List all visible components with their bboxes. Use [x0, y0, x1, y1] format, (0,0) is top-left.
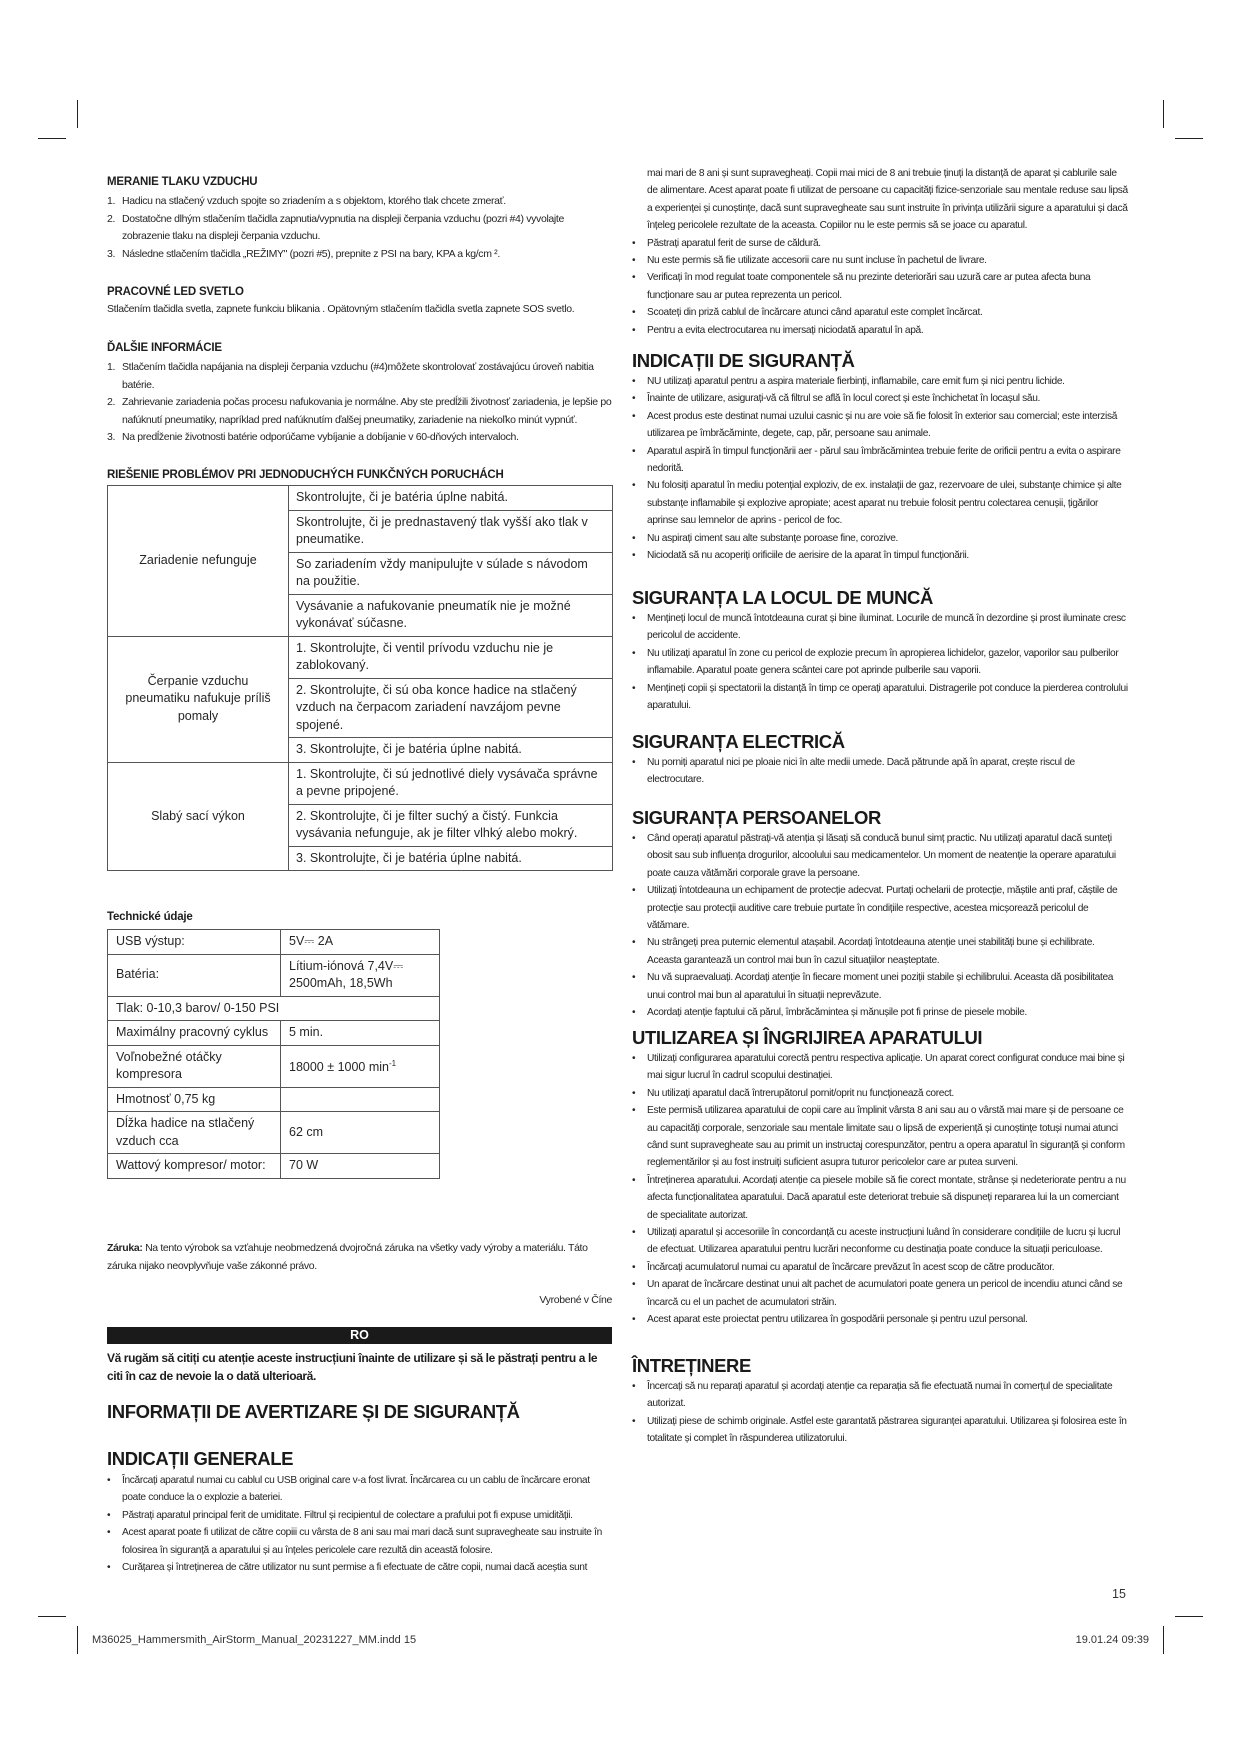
safety-section — [632, 350, 1129, 564]
electric-list — [632, 754, 1129, 789]
led-text: Stlačením tlačidla svetla, zapnete funkciu blikania . Opätovným stlačením tlačidla svetla zapnete SOS svetlo. — [107, 303, 575, 315]
spec-label: USB výstup: — [108, 930, 281, 955]
bullet-item: • Acordați atenție faptului că părul, îmbrăcămintea și mănușile pot fi prinse de piesele mobile. — [632, 1004, 1129, 1021]
warranty-text: Na tento výrobok sa vzťahuje neobmedzená dvojročná záruka na všetky vady výroby a materiálu. Táto záruka nijako neovplyvňuje vaše zákonné právo. — [107, 1242, 588, 1272]
spec-unit-exponent: -1 — [389, 1059, 397, 1069]
measure-section — [107, 175, 612, 263]
spec-value — [281, 930, 440, 955]
item-text: Na predĺženie životnosti batérie odporúčame vybíjanie a dobíjanie v 60-dňových intervaloch. — [122, 431, 519, 444]
item-text: Následne stlačením tlačidla „REŽIMY" (pozri #5), prepnite z PSI na bary, KPA a kg/cm ². — [122, 247, 500, 260]
bullet-item: • Nu strângeți prea puternic elementul atașabil. Acordați întotdeauna atenție unei stabilități bune și echilibrate. Aceasta garantează un control mai bun în cazul situațiilor neașteptate. — [632, 934, 1129, 969]
bullet-item: • Păstrați aparatul ferit de surse de căldură. — [632, 235, 1129, 252]
workplace-title: SIGURANȚA LA LOCUL DE MUNCĂ — [632, 587, 933, 608]
info-section — [107, 341, 612, 447]
electric-section — [632, 731, 1129, 789]
workplace-list — [632, 610, 1129, 714]
symptom-cell: Zariadenie nefunguje — [108, 486, 289, 637]
safety-title: INDICAȚII DE SIGURANȚĂ — [632, 350, 855, 371]
crop-mark — [1163, 1626, 1164, 1654]
table-row — [108, 636, 613, 678]
item-number: 1. — [107, 361, 116, 373]
spec-label: Maximálny pracovný cyklus — [108, 1021, 281, 1046]
numbered-item — [107, 211, 612, 246]
bullet-item: • Acest produs este destinat numai uzului casnic și nu are voie să fie folosit în exterior sau comercial; este interzisă utilizarea pe îmbrăcăminte, degete, cap, păr, persoane sau animale. — [632, 408, 1129, 443]
bullet-item: • Înainte de utilizare, asigurați-vă că filtrul se află în locul corect și este închichetat în locașul său. — [632, 390, 1129, 407]
bullet-item: • Încercați să nu reparați aparatul și acordați atenție ca reparația să fie efectuată numai în comerțul de specialitate autorizat. — [632, 1378, 1129, 1413]
crop-mark — [1163, 100, 1164, 128]
spec-value-text: 70 W — [289, 1158, 319, 1172]
item-number: 1. — [107, 195, 116, 207]
spec-full-cell: Tlak: 0-10,3 barov/ 0-150 PSI — [108, 996, 440, 1021]
general-title: INDICAȚII GENERALE — [107, 1448, 294, 1469]
table-row — [108, 954, 440, 996]
spec-value-text: 18000 ± 1000 min — [289, 1060, 389, 1075]
language-bar-ro: RO — [107, 1327, 612, 1344]
bullet-item: • Nu este permis să fie utilizate accesorii care nu sunt incluse în pachetul de livrare. — [632, 252, 1129, 269]
item-text: Stlačením tlačidla napájania na displeji čerpania vzduchu (#4)môžete skontrolovať zostávajúcu úroveň nabitia batérie. — [122, 361, 594, 391]
numbered-item — [107, 359, 612, 394]
bullet-item: • Mențineți locul de muncă întotdeauna curat și bine iluminat. Locurile de muncă în dezordine și prost iluminate cresc pericolul de accidente. — [632, 610, 1129, 645]
crop-mark — [77, 1626, 78, 1654]
table-row — [108, 996, 440, 1021]
bullet-item: • Întreținerea aparatului. Acordați atenție ca piesele mobile să fie corect montate, strânse și nedeteriorate pentru a nu afecta funcționalitatea aparatului. Dacă aparatul este deteriorat trebuie să dispuneți repararea lui la un comerciant de specialitate autorizat. — [632, 1172, 1129, 1224]
fix-cell: Skontrolujte, či je prednastavený tlak vyšší ako tlak v pneumatike. — [289, 510, 613, 552]
bullet-item: • Nu aspirați ciment sau alte substanțe poroase fine, corozive. — [632, 530, 1129, 547]
page-number: 15 — [1112, 1587, 1126, 1601]
measure-title: MERANIE TLAKU VZDUCHU — [107, 176, 258, 188]
measure-list — [107, 193, 612, 263]
crop-mark — [38, 1616, 66, 1617]
fix-cell: 3. Skontrolujte, či je batéria úplne nabitá. — [289, 846, 613, 871]
spec-label: Batéria: — [108, 954, 281, 996]
bullet-item: • NU utilizați aparatul pentru a aspira materiale fierbinți, inflamabile, care emit fum și nici pentru lichide. — [632, 373, 1129, 390]
bullet-item: • Utilizați întotdeauna un echipament de protecție adecvat. Purtați ochelarii de protecție, măștile anti praf, căștile de protecție sau protecții auditive care trebuie purtate în condițiile respective, acestea micșorează pericolul de vătămare. — [632, 882, 1129, 934]
usage-list — [632, 1050, 1129, 1329]
fix-cell: 2. Skontrolujte, či sú oba konce hadice na stlačený vzduch na čerpacom zariadení navzájom pevne spojené. — [289, 678, 613, 738]
numbered-item — [107, 394, 612, 429]
fix-cell: 1. Skontrolujte, či sú jednotlivé diely vysávača správne a pevne pripojené. — [289, 762, 613, 804]
warranty — [107, 1240, 612, 1275]
item-number: 3. — [107, 247, 116, 260]
item-text: Zahrievanie zariadenia počas procesu nafukovania je normálne. Aby ste predĺžili životnosť zariadenia, je lepšie po nafúknutí pneumatiky, napríklad pred nafúknutím ďalšej pneumatiky, zariadenie na niekoľko minút vypnúť. — [122, 396, 612, 426]
electric-title: SIGURANȚA ELECTRICĂ — [632, 731, 845, 752]
table-row — [108, 762, 613, 804]
bullet-item: • Un aparat de încărcare destinat unui alt pachet de acumulatori poate genera un pericol de incendiu atunci când se încarcă cu el un pachet de acumulatori străin. — [632, 1276, 1129, 1311]
symptom-cell: Čerpanie vzduchu pneumatiku nafukuje príliš pomaly — [108, 636, 289, 762]
continued-section — [632, 165, 1129, 339]
tech-title: Technické údaje — [107, 911, 193, 923]
bullet-item: • Acest aparat este proiectat pentru utilizarea în gospodării personale și pentru uzul personal. — [632, 1311, 1129, 1328]
spec-value — [281, 954, 440, 996]
bullet-item: • Pentru a evita electrocutarea nu imersați niciodată aparatul în apă. — [632, 322, 1129, 339]
bullet-item: • Nu utilizați aparatul în zone cu pericol de explozie precum în apropierea lichidelor, gazelor, vaporilor sau pulberilor inflamabile. Aparatul poate genera scântei care pot aprinde pulberile sau vaporii. — [632, 645, 1129, 680]
numbered-item — [107, 193, 612, 211]
table-row — [108, 1021, 440, 1046]
bullet-item: • Aparatul aspiră în timpul funcționării aer - părul sau îmbrăcămintea trebuie ferite de orificii pentru a evita o aspirare nedorită. — [632, 443, 1129, 478]
bullet-item: • Încărcați acumulatorul numai cu aparatul de încărcare prevăzut în acest scop de către producător. — [632, 1259, 1129, 1276]
bullet-item: • Verificați în mod regulat toate componentele să nu prezinte deteriorări sau uzură care ar putea afecta buna funcționare sau ar putea reprezenta un pericol. — [632, 269, 1129, 304]
spec-value-text: 5V⎓ 2A — [289, 934, 334, 948]
bullet-item: • Utilizați aparatul și accesoriile în concordanță cu aceste instrucțiuni luând în considerare condițiile de lucru și lucrul de efectuat. Utilizarea aparatului pentru lucrări neconforme cu destinația poate conduce la situații periculoase. — [632, 1224, 1129, 1259]
table-row — [108, 1154, 440, 1179]
spec-label: Wattový kompresor/ motor: — [108, 1154, 281, 1179]
crop-mark — [38, 138, 66, 139]
made-in: Vyrobené v Číne — [539, 1294, 612, 1306]
maintenance-title: ÎNTREȚINERE — [632, 1355, 751, 1376]
ro-intro: Vă rugăm să citiți cu atenție aceste instrucțiuni înainte de utilizare și să le păstrați pentru a le citi în caz de nevoie la o dată ulterioară. — [107, 1351, 598, 1383]
fix-cell: 2. Skontrolujte, či je filter suchý a čistý. Funkcia vysávania nefunguje, ak je filter vlhký alebo mokrý. — [289, 804, 613, 846]
bullet-item: • Încărcați aparatul numai cu cablul cu USB original care v-a fost livrat. Încărcarea cu un cablu de încărcare eronat poate conduce la o explozie a bateriei. — [107, 1472, 612, 1507]
item-text: Hadicu na stlačený vzduch spojte so zriadením a s objektom, ktorého tlak chcete zmerať. — [122, 195, 506, 207]
troubleshooting-section — [107, 468, 613, 871]
crop-mark — [77, 100, 78, 128]
spec-value-text: 62 cm — [289, 1124, 324, 1139]
spec-value-text: Lítium-iónová 7,4V⎓ 2500mAh, 18,5Wh — [289, 958, 404, 990]
bullet-item: • Utilizați piese de schimb originale. Astfel este garantată păstrarea siguranței aparatului. Utilizarea și folosirea este în totalitate și complet în răspunderea utilizatorului. — [632, 1413, 1129, 1448]
maintenance-list — [632, 1378, 1129, 1448]
workplace-section — [632, 587, 1129, 714]
led-section — [107, 285, 612, 319]
safety-list — [632, 373, 1129, 564]
tech-table — [107, 929, 440, 1179]
bullet-item: • Mențineți copii și spectatorii la distanță în timp ce operați aparatului. Distragerile pot conduce la pierderea controlului aparatului. — [632, 680, 1129, 715]
persons-title: SIGURANȚA PERSOANELOR — [632, 807, 881, 828]
usage-section — [632, 1027, 1129, 1329]
spec-label: Hmotnosť 0,75 kg — [108, 1087, 281, 1112]
bullet-item: • Păstrați aparatul principal ferit de umiditate. Filtrul și recipientul de colectare a prafului pot fi expuse umidității. — [107, 1507, 612, 1524]
continued-text: mai mari de 8 ani și sunt supravegheați. Copii mai mici de 8 ani trebuie ținuți la distanță de aparat și cablurile sale de alimentare. Acest aparat poate fi utilizat de persoane cu capacități fizice-senzoriale sau mentale reduse sau lipsă a experienței și cunoștințe, dacă sunt supravegheate sau sunt instruite în privința utilizării sigure a aparatului și dacă înțeleg pericolele rezultate de la aceasta. Copiilor nu le este permis să se joace cu aparatul. — [647, 168, 1128, 232]
bullet-item: • Nu vă supraevaluați. Acordați atenție în fiecare moment unei poziții stabile și echilibrului. Aceasta dă posibilitatea unui control mai bun al aparatului în situații neprevăzute. — [632, 969, 1129, 1004]
table-row — [108, 930, 440, 955]
troubleshooting-title: RIEŠENIE PROBLÉMOV PRI JEDNODUCHÝCH FUNKČNÝCH PORUCHÁCH — [107, 469, 504, 481]
crop-mark — [1175, 1616, 1203, 1617]
bullet-item: • Acest aparat poate fi utilizat de către copiii cu vârsta de 8 ani sau mai mari dacă sunt supravegheate sau instruite în folosirea în siguranță a aparatului și au înțeles pericolele care rezultă din această folosire. — [107, 1524, 612, 1559]
bullet-item: • Nu utilizați aparatul dacă întrerupătorul pornit/oprit nu funcționează corect. — [632, 1085, 1129, 1102]
spec-value — [281, 1112, 440, 1154]
general-list — [107, 1472, 612, 1576]
item-number: 3. — [107, 431, 116, 444]
item-number: 2. — [107, 212, 116, 225]
bullet-item: • Este permisă utilizarea aparatului de copii care au împlinit vârsta 8 ani sau au o vârstă mai mare și de persoane ce au capacități corporale, senzoriale sau mentale limitate sau o lipsă de experiență și cunoștințe totuși numai atunci când sunt supravegheate sau au primit un instructaj corespunzător, pentru a opera aparatul în siguranță și conform reglementărilor și au fost instruiți suficient asupra tuturor pericolelor care ar putea surveni. — [632, 1102, 1129, 1172]
fix-cell: Skontrolujte, či je batéria úplne nabitá. — [289, 486, 613, 511]
led-title: PRACOVNÉ LED SVETLO — [107, 286, 244, 298]
fix-cell: Vysávanie a nafukovanie pneumatík nie je možné vykonávať súčasne. — [289, 594, 613, 636]
crop-mark — [1175, 138, 1203, 139]
spec-value — [281, 1154, 440, 1179]
fix-cell: 3. Skontrolujte, či je batéria úplne nabitá. — [289, 738, 613, 763]
spec-label: Voľnobežné otáčky kompresora — [108, 1045, 281, 1087]
tech-section — [107, 910, 612, 1179]
footer-file: M36025_Hammersmith_AirStorm_Manual_20231227_MM.indd 15 — [92, 1634, 417, 1646]
fix-cell: So zariadením vždy manipulujte v súlade s návodom na použitie. — [289, 552, 613, 594]
usage-title: UTILIZAREA ȘI ÎNGRIJIREA APARATULUI — [632, 1027, 983, 1048]
spec-value — [281, 1087, 440, 1112]
info-title: ĎALŠIE INFORMÁCIE — [107, 342, 222, 354]
symptom-cell: Slabý sací výkon — [108, 762, 289, 871]
fix-cell: 1. Skontrolujte, či ventil prívodu vzduchu nie je zablokovaný. — [289, 636, 613, 678]
maintenance-section — [632, 1355, 1129, 1448]
warranty-label: Záruka: — [107, 1242, 143, 1254]
spec-value — [281, 1021, 440, 1046]
bullet-item: • Utilizați configurarea aparatului corectă pentru respectiva aplicație. Un aparat corect configurat conduce mai bine și mai sigur lucrul în cadrul scopului destinației. — [632, 1050, 1129, 1085]
table-row — [108, 1087, 440, 1112]
bullet-item: • Curățarea și întreținerea de către utilizator nu sunt permise a fi efectuate de către copii, numai dacă aceștia sunt — [107, 1559, 612, 1576]
bullet-item: • Nu folosiți aparatul în mediu potențial exploziv, de ex. instalații de gaz, rezervoare de ulei, substanțe chimice și alte substanțe inflamabile și explozive apropiate; acest aparat nu trebuie folosit pentru colectarea cenușii, țigărilor aprinse sau lemnelor de aprins - pericol de foc. — [632, 477, 1129, 529]
spec-value — [281, 1045, 440, 1087]
general-section — [107, 1448, 612, 1576]
info-list — [107, 359, 612, 447]
bullet-item: • Nu porniți aparatul nici pe ploaie nici în alte medii umede. Dacă pătrunde apă în aparat, crește riscul de electrocutare. — [632, 754, 1129, 789]
persons-section — [632, 807, 1129, 1021]
numbered-item — [107, 246, 612, 264]
spec-label: Dĺžka hadice na stlačený vzduch cca — [108, 1112, 281, 1154]
table-row — [108, 486, 613, 511]
spec-value-text: 5 min. — [289, 1025, 324, 1039]
table-row — [108, 1112, 440, 1154]
persons-list — [632, 830, 1129, 1021]
numbered-item — [107, 429, 612, 447]
footer-datetime: 19.01.24 09:39 — [1075, 1634, 1149, 1646]
item-number: 2. — [107, 396, 116, 409]
ro-title: INFORMAȚII DE AVERTIZARE ȘI DE SIGURANȚĂ — [107, 1401, 520, 1422]
item-text: Dostatočne dlhým stlačením tlačidla zapnutia/vypnutia na displeji čerpania vzduchu (pozri #4) vyvolajte zobrazenie tlaku na displeji čerpania vzduchu. — [122, 212, 564, 243]
troubleshooting-table — [107, 485, 613, 871]
bullet-item: • Niciodată să nu acoperiți orificiile de aerisire de la aparat în timpul funcționării. — [632, 547, 1129, 564]
continued-list — [632, 235, 1129, 339]
bullet-item: • Scoateți din priză cablul de încărcare atunci când aparatul este complet încărcat. — [632, 304, 1129, 321]
bullet-item: • Când operați aparatul păstrați-vă atenția și lăsați să conducă bunul simț practic. Nu utilizați aparatul dacă sunteți obosit sau sub influența drogurilor, alcoolului sau medicamentelor. Un moment de neatenție la operare aparatului poate cauza vătămări corporale grave la persoane. — [632, 830, 1129, 882]
table-row — [108, 1045, 440, 1087]
